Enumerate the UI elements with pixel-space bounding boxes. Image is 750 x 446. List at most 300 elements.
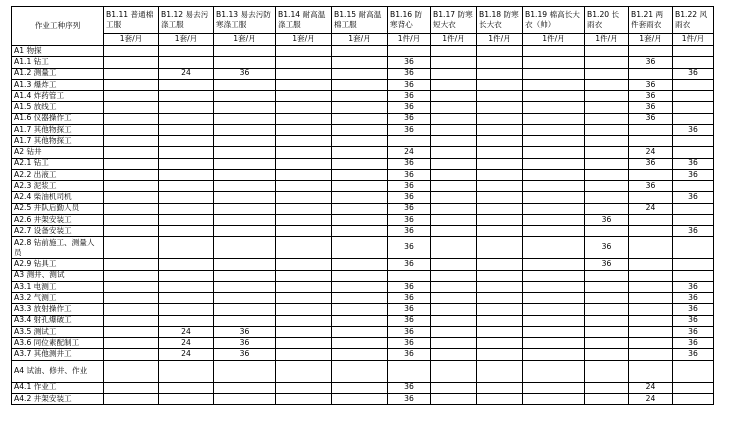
allocation-cell <box>431 237 477 259</box>
allocation-cell <box>431 393 477 404</box>
allocation-cell <box>276 259 332 270</box>
allocation-cell <box>673 214 714 225</box>
column-header: B1.12 易去污涤工服 <box>159 7 214 34</box>
allocation-cell <box>629 237 673 259</box>
allocation-cell <box>629 136 673 147</box>
allocation-cell <box>629 169 673 180</box>
allocation-cell <box>523 326 585 337</box>
allocation-cell: 24 <box>159 68 214 79</box>
allocation-cell <box>214 304 276 315</box>
job-category-cell: A2.5 井队后勤人员 <box>12 203 104 214</box>
allocation-cell <box>431 281 477 292</box>
allocation-cell <box>276 326 332 337</box>
table-row <box>12 57 714 68</box>
allocation-cell <box>477 203 523 214</box>
allocation-cell: 24 <box>388 147 431 158</box>
allocation-cell <box>332 382 388 393</box>
allocation-cell <box>104 91 159 102</box>
allocation-cell <box>629 68 673 79</box>
allocation-cell <box>159 214 214 225</box>
allocation-cell <box>104 68 159 79</box>
allocation-cell <box>673 57 714 68</box>
allocation-cell: 36 <box>629 91 673 102</box>
allocation-cell <box>104 46 159 57</box>
table-row <box>12 293 714 304</box>
column-unit: 1套/月 <box>276 34 332 46</box>
allocation-cell: 36 <box>388 203 431 214</box>
job-category-cell: A1.7 其他物探工 <box>12 136 104 147</box>
allocation-cell: 36 <box>629 181 673 192</box>
allocation-cell <box>629 326 673 337</box>
allocation-cell: 36 <box>388 349 431 360</box>
allocation-cell: 36 <box>673 304 714 315</box>
allocation-cell <box>673 259 714 270</box>
column-header: B1.13 易去污防寒涤工服 <box>214 7 276 34</box>
allocation-cell <box>523 237 585 259</box>
table-row <box>12 360 714 382</box>
allocation-cell: 36 <box>585 237 629 259</box>
allocation-cell <box>332 203 388 214</box>
table-row <box>12 203 714 214</box>
allocation-cell <box>629 293 673 304</box>
allocation-cell <box>673 181 714 192</box>
allocation-cell <box>585 315 629 326</box>
allocation-cell <box>332 338 388 349</box>
allocation-cell <box>276 102 332 113</box>
allocation-cell <box>104 79 159 90</box>
job-category-cell: A4.1 作业工 <box>12 382 104 393</box>
allocation-cell <box>477 136 523 147</box>
table-row <box>12 382 714 393</box>
allocation-cell: 36 <box>388 79 431 90</box>
allocation-cell <box>585 169 629 180</box>
allocation-cell <box>431 102 477 113</box>
job-category-cell: A2.1 钻工 <box>12 158 104 169</box>
allocation-cell: 36 <box>388 315 431 326</box>
allocation-cell <box>276 304 332 315</box>
allocation-cell <box>523 259 585 270</box>
allocation-cell <box>159 158 214 169</box>
job-category-cell: A3.6 同位素配制工 <box>12 338 104 349</box>
allocation-cell: 36 <box>388 68 431 79</box>
allocation-cell <box>214 360 276 382</box>
table-row <box>12 226 714 237</box>
allocation-cell <box>477 57 523 68</box>
allocation-cell: 36 <box>214 349 276 360</box>
allocation-cell <box>431 158 477 169</box>
allocation-cell <box>629 124 673 135</box>
allocation-cell <box>214 259 276 270</box>
allocation-cell <box>276 169 332 180</box>
allocation-cell: 24 <box>629 382 673 393</box>
allocation-cell <box>214 136 276 147</box>
allocation-cell <box>431 57 477 68</box>
allocation-cell: 36 <box>673 326 714 337</box>
allocation-cell: 36 <box>388 304 431 315</box>
allocation-cell <box>585 57 629 68</box>
allocation-cell <box>332 68 388 79</box>
allocation-cell <box>477 293 523 304</box>
allocation-cell <box>276 136 332 147</box>
allocation-cell <box>332 91 388 102</box>
allocation-cell <box>431 338 477 349</box>
column-unit: 1件/月 <box>431 34 477 46</box>
table-row <box>12 124 714 135</box>
allocation-cell <box>523 181 585 192</box>
allocation-cell <box>104 203 159 214</box>
job-category-cell: A2.3 泥浆工 <box>12 181 104 192</box>
allocation-cell <box>332 326 388 337</box>
allocation-cell <box>585 124 629 135</box>
allocation-cell <box>332 102 388 113</box>
job-category-cell: A1.6 仪器操作工 <box>12 113 104 124</box>
allocation-cell <box>159 226 214 237</box>
allocation-cell <box>159 281 214 292</box>
allocation-cell <box>159 203 214 214</box>
allocation-cell <box>431 124 477 135</box>
column-header: B1.22 风雨衣 <box>673 7 714 34</box>
allocation-cell <box>159 136 214 147</box>
job-category-cell: A1.2 测量工 <box>12 68 104 79</box>
allocation-cell <box>477 382 523 393</box>
column-unit: 1套/月 <box>104 34 159 46</box>
column-unit: 1套/月 <box>214 34 276 46</box>
table-row <box>12 136 714 147</box>
allocation-cell <box>431 349 477 360</box>
allocation-cell <box>523 270 585 281</box>
allocation-cell <box>477 360 523 382</box>
allocation-cell <box>477 304 523 315</box>
column-header: B1.18 防寒长大衣 <box>477 7 523 34</box>
table-row <box>12 79 714 90</box>
allocation-cell <box>388 270 431 281</box>
allocation-cell <box>332 169 388 180</box>
allocation-cell <box>585 226 629 237</box>
allocation-cell <box>332 79 388 90</box>
allocation-cell: 36 <box>629 102 673 113</box>
allocation-cell <box>477 315 523 326</box>
table-row <box>12 158 714 169</box>
allocation-cell <box>104 349 159 360</box>
allocation-cell <box>523 147 585 158</box>
allocation-cell: 36 <box>388 226 431 237</box>
allocation-cell <box>431 169 477 180</box>
job-category-cell: A2.6 井架安装工 <box>12 214 104 225</box>
allocation-cell <box>629 304 673 315</box>
column-header: B1.19 棉高长大衣（帅） <box>523 7 585 34</box>
allocation-cell <box>214 46 276 57</box>
allocation-cell <box>214 102 276 113</box>
allocation-cell <box>276 393 332 404</box>
allocation-cell <box>104 304 159 315</box>
allocation-cell <box>673 147 714 158</box>
allocation-cell: 36 <box>388 281 431 292</box>
job-category-cell: A1 物探 <box>12 46 104 57</box>
allocation-cell <box>276 214 332 225</box>
allocation-cell <box>477 158 523 169</box>
table-row <box>12 102 714 113</box>
allocation-cell <box>332 315 388 326</box>
column-header: B1.17 防寒短大衣 <box>431 7 477 34</box>
allocation-cell <box>523 136 585 147</box>
allocation-cell <box>214 113 276 124</box>
allocation-cell <box>523 214 585 225</box>
allocation-cell <box>431 360 477 382</box>
allocation-cell <box>477 226 523 237</box>
allocation-cell <box>477 68 523 79</box>
allocation-cell <box>159 147 214 158</box>
allocation-cell <box>159 79 214 90</box>
allocation-cell <box>104 293 159 304</box>
allocation-cell <box>332 57 388 68</box>
allocation-cell <box>523 382 585 393</box>
allocation-cell <box>673 136 714 147</box>
clothing-allocation-sheet <box>11 6 714 405</box>
allocation-cell <box>523 79 585 90</box>
allocation-cell <box>523 349 585 360</box>
allocation-cell <box>585 136 629 147</box>
allocation-cell <box>431 382 477 393</box>
allocation-cell <box>477 169 523 180</box>
allocation-cell <box>431 315 477 326</box>
column-unit: 1件/月 <box>523 34 585 46</box>
allocation-cell: 36 <box>388 237 431 259</box>
allocation-cell <box>332 46 388 57</box>
allocation-cell <box>523 46 585 57</box>
allocation-cell <box>431 46 477 57</box>
allocation-cell <box>673 360 714 382</box>
allocation-cell <box>159 304 214 315</box>
allocation-cell <box>159 181 214 192</box>
allocation-cell <box>159 360 214 382</box>
allocation-cell <box>585 68 629 79</box>
allocation-cell: 36 <box>629 57 673 68</box>
allocation-cell <box>523 91 585 102</box>
allocation-cell <box>214 214 276 225</box>
allocation-cell <box>585 46 629 57</box>
allocation-cell <box>523 203 585 214</box>
allocation-cell <box>477 91 523 102</box>
allocation-cell <box>477 46 523 57</box>
allocation-cell <box>332 304 388 315</box>
allocation-cell <box>523 192 585 203</box>
allocation-cell: 36 <box>673 281 714 292</box>
allocation-cell <box>523 169 585 180</box>
allocation-cell <box>477 237 523 259</box>
allocation-cell <box>104 124 159 135</box>
allocation-cell: 36 <box>388 57 431 68</box>
allocation-cell <box>104 214 159 225</box>
column-header: B1.11 普通棉工服 <box>104 7 159 34</box>
allocation-cell <box>673 382 714 393</box>
allocation-cell <box>673 203 714 214</box>
allocation-cell <box>214 181 276 192</box>
job-category-cell: A1.7 其他物探工 <box>12 124 104 135</box>
allocation-cell <box>332 270 388 281</box>
table-row <box>12 169 714 180</box>
allocation-cell <box>104 147 159 158</box>
allocation-cell <box>477 270 523 281</box>
allocation-cell <box>332 124 388 135</box>
row-header-label: 作业工种序列 <box>12 7 104 46</box>
allocation-cell <box>104 113 159 124</box>
table-row <box>12 281 714 292</box>
allocation-cell <box>104 281 159 292</box>
clothing-allocation-table <box>11 6 714 405</box>
allocation-cell <box>332 293 388 304</box>
allocation-cell <box>431 203 477 214</box>
allocation-cell: 36 <box>388 293 431 304</box>
table-row <box>12 349 714 360</box>
allocation-cell <box>332 214 388 225</box>
allocation-cell <box>431 68 477 79</box>
allocation-cell <box>629 259 673 270</box>
job-category-cell: A2.2 出液工 <box>12 169 104 180</box>
allocation-cell <box>332 281 388 292</box>
allocation-cell <box>431 226 477 237</box>
table-row <box>12 326 714 337</box>
job-category-cell: A3.4 射孔爆破工 <box>12 315 104 326</box>
job-category-cell: A3 测井、测试 <box>12 270 104 281</box>
allocation-cell: 36 <box>214 68 276 79</box>
allocation-cell <box>159 270 214 281</box>
allocation-cell <box>585 181 629 192</box>
allocation-cell <box>523 124 585 135</box>
allocation-cell <box>523 293 585 304</box>
allocation-cell <box>523 57 585 68</box>
allocation-cell <box>629 192 673 203</box>
allocation-cell <box>276 57 332 68</box>
job-category-cell: A2.9 钻具工 <box>12 259 104 270</box>
job-category-cell: A1.5 放线工 <box>12 102 104 113</box>
allocation-cell: 36 <box>388 382 431 393</box>
allocation-cell: 36 <box>388 124 431 135</box>
allocation-cell <box>104 360 159 382</box>
column-unit: 1件/月 <box>673 34 714 46</box>
column-header: B1.15 耐高温棉工服 <box>332 7 388 34</box>
allocation-cell: 24 <box>159 338 214 349</box>
column-header: B1.20 长雨衣 <box>585 7 629 34</box>
allocation-cell <box>214 169 276 180</box>
allocation-cell <box>431 113 477 124</box>
allocation-cell <box>159 124 214 135</box>
column-unit: 1件/月 <box>585 34 629 46</box>
allocation-cell <box>214 158 276 169</box>
allocation-cell <box>214 57 276 68</box>
allocation-cell: 36 <box>214 338 276 349</box>
allocation-cell <box>431 192 477 203</box>
allocation-cell <box>159 259 214 270</box>
table-row <box>12 259 714 270</box>
allocation-cell <box>159 382 214 393</box>
allocation-cell <box>159 46 214 57</box>
allocation-cell <box>431 79 477 90</box>
allocation-cell: 36 <box>388 326 431 337</box>
allocation-cell <box>104 136 159 147</box>
table-row <box>12 68 714 79</box>
allocation-cell <box>523 338 585 349</box>
column-unit: 1套/月 <box>629 34 673 46</box>
allocation-cell: 36 <box>388 181 431 192</box>
allocation-cell <box>673 102 714 113</box>
allocation-cell <box>159 192 214 203</box>
allocation-cell <box>477 113 523 124</box>
allocation-cell <box>585 158 629 169</box>
allocation-cell <box>276 68 332 79</box>
allocation-cell <box>523 113 585 124</box>
table-row <box>12 237 714 259</box>
allocation-cell <box>214 281 276 292</box>
allocation-cell: 36 <box>673 315 714 326</box>
allocation-cell: 36 <box>388 158 431 169</box>
job-category-cell: A3.3 放射操作工 <box>12 304 104 315</box>
allocation-cell <box>585 147 629 158</box>
allocation-cell <box>477 326 523 337</box>
allocation-cell <box>585 113 629 124</box>
allocation-cell <box>104 57 159 68</box>
allocation-cell <box>332 259 388 270</box>
allocation-cell: 36 <box>214 326 276 337</box>
job-category-cell: A3.2 气测工 <box>12 293 104 304</box>
allocation-cell <box>477 349 523 360</box>
allocation-cell: 36 <box>629 79 673 90</box>
allocation-cell <box>585 293 629 304</box>
allocation-cell <box>104 315 159 326</box>
column-unit: 1套/月 <box>332 34 388 46</box>
allocation-cell <box>673 91 714 102</box>
allocation-cell: 36 <box>673 169 714 180</box>
allocation-cell <box>477 259 523 270</box>
allocation-cell <box>159 237 214 259</box>
allocation-cell <box>276 382 332 393</box>
allocation-cell <box>276 270 332 281</box>
allocation-cell <box>629 46 673 57</box>
table-row <box>12 147 714 158</box>
allocation-cell <box>585 360 629 382</box>
allocation-cell: 36 <box>388 192 431 203</box>
allocation-cell <box>673 237 714 259</box>
table-row <box>12 315 714 326</box>
allocation-cell <box>214 91 276 102</box>
allocation-cell <box>214 203 276 214</box>
allocation-cell <box>276 338 332 349</box>
allocation-cell <box>523 304 585 315</box>
table-row <box>12 113 714 124</box>
allocation-cell <box>276 147 332 158</box>
allocation-cell <box>104 102 159 113</box>
column-unit: 1件/月 <box>388 34 431 46</box>
allocation-cell: 36 <box>388 113 431 124</box>
column-header: B1.14 耐高温涤工服 <box>276 7 332 34</box>
unit-row <box>12 34 714 46</box>
allocation-cell <box>629 270 673 281</box>
table-row <box>12 214 714 225</box>
allocation-cell <box>104 192 159 203</box>
allocation-cell <box>431 326 477 337</box>
allocation-cell: 36 <box>673 158 714 169</box>
allocation-cell <box>388 360 431 382</box>
allocation-cell <box>629 226 673 237</box>
job-category-cell: A1.3 爆炸工 <box>12 79 104 90</box>
allocation-cell <box>585 203 629 214</box>
allocation-cell: 36 <box>388 259 431 270</box>
allocation-cell <box>477 338 523 349</box>
allocation-cell <box>276 293 332 304</box>
job-category-cell: A3.5 测试工 <box>12 326 104 337</box>
allocation-cell <box>388 46 431 57</box>
table-row <box>12 393 714 404</box>
allocation-cell <box>585 192 629 203</box>
